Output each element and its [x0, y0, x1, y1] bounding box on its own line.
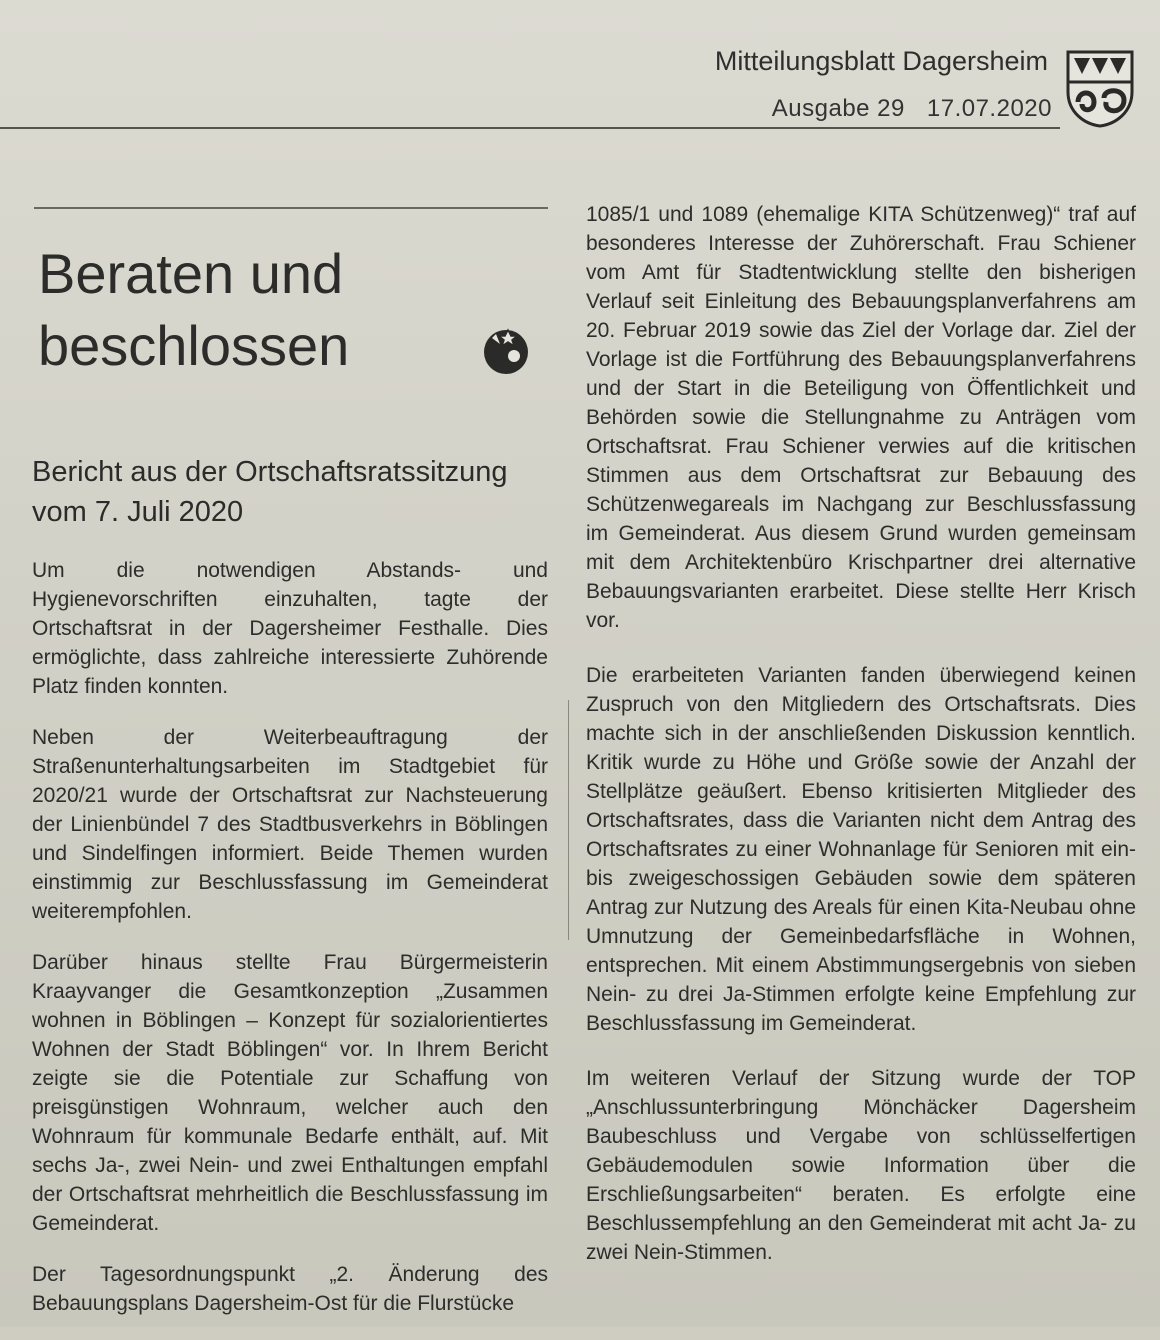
issue-date: 17.07.2020	[926, 95, 1052, 122]
headline-line-1: Beraten und	[38, 242, 344, 305]
left-column	[32, 556, 548, 1340]
paragraph: Die erarbeiteten Varianten fanden überwiegend keinen Zuspruch von den Mitgliedern des Ortschaftsrats. Dies machte sich in der anschließenden Diskussion kenntlich. Kritik wurde zu Höhe und Größe sowie der Anzahl der Stellplätze geäußert. Ebenso kritisierten Mitglieder des Ortschaftsrates, dass die Varianten nicht dem Antrag des Ortschaftsrates zu einer Wohnanlage für Senioren mit ein- bis zweigeschossigen Gebäuden sowie dem späteren Antrag zur Nutzung des Areals für einen Kita-Neubau ohne Umnutzung der Gemeinbedarfsfläche in Wohnen, entsprechen. Mit einem Abstimmungsergebnis von sieben Nein- zu drei Ja-Stimmen erfolgte keine Empfehlung zur Beschlussfassung im Gemeinderat.	[586, 664, 1136, 1035]
headline	[38, 238, 458, 382]
publication-title: Mitteilungsblatt Dagersheim	[714, 46, 1048, 76]
column-top-rule	[34, 207, 548, 209]
paragraph: Im weiteren Verlauf der Sitzung wurde der TOP „Anschlussunterbringung Mönchäcker Dagersheim Baubeschluss und Vergabe von schlüsselfertigen Gebäudemodulen sowie Information über die Erschließungsarbeiten“ beraten. Es erfolgte eine Beschlussempfehlung an den Gemeinderat mit acht Ja- zu zwei Nein-Stimmen.	[586, 1067, 1136, 1264]
coat-of-arms-icon	[1064, 48, 1136, 128]
right-column	[586, 200, 1136, 1293]
issue-line	[532, 94, 1052, 124]
paragraph: Der Tagesordnungspunkt „2. Änderung des Bebauungsplans Dagersheim-Ost für die Flurstücke	[32, 1263, 548, 1315]
paragraph: 1085/1 und 1089 (ehemalige KITA Schützenweg)“ traf auf besonderes Interesse der Zuhörerschaft. Frau Schiener vom Amt für Stadtentwicklung stellte den bisherigen Verlauf seit Einleitung des Bebauungsplanverfahrens am 20. Februar 2019 sowie das Ziel der Vorlage dar. Ziel der Vorlage ist die Fortführung des Bebauungsplanverfahrens und der Start in die Beteiligung von Öffentlichkeit und Behörden sowie die Stellungnahme zu Anträgen vom Ortschaftsrat. Frau Schiener verwies auf die kritischen Stimmen aus dem Ortschaftsrat zur Bebauung des Schützenwegareals im Nachgang zur Beschlussfassung im Gemeinderat. Aus diesem Grund wurden gemeinsam mit dem Architektenbüro Krischpartner drei alternative Bebauungsvarianten erarbeitet. Diese stellte Herr Krisch vor.	[586, 203, 1136, 632]
header-rule	[0, 127, 1060, 129]
article-subheading: Bericht aus der Ortschaftsratssitzung vom 7. Juli 2020	[32, 456, 508, 528]
column-divider	[568, 700, 569, 940]
paragraph: Darüber hinaus stellte Frau Bürgermeisterin Kraayvanger die Gesamtkonzeption „Zusammen wohnen in Böblingen – Konzept für sozialorientiertes Wohnen der Stadt Böblingen“ vor. In Ihrem Bericht zeigte sie die Potentiale zur Schaffung von preisgünstigen Wohnraum, welcher auch den Wohnraum für kommunale Bedarfe enthält, auf. Mit sechs Ja-, zwei Nein- und zwei Enthaltungen empfahl der Ortschaftsrat mehrheitlich die Beschlussfassung im Gemeinderat.	[32, 951, 548, 1235]
paragraph: Neben der Weiterbeauftragung der Straßenunterhaltungsarbeiten im Stadtgebiet für 2020/21 wurde der Ortschaftsrat zur Nachsteuerung der Linienbündel 7 des Stadtbusverkehrs in Böblingen und Sindelfingen informiert. Beide Themen wurden einstimmig zur Beschlussfassung im Gemeinderat weiterempfohlen.	[32, 726, 548, 923]
council-emblem-icon	[478, 322, 534, 378]
paragraph: Um die notwendigen Abstands- und Hygienevorschriften einzuhalten, tagte der Ortschaftsrat in der Dagersheimer Festhalle. Dies ermöglichte, dass zahlreiche interessierte Zuhörende Platz finden konnten.	[32, 559, 548, 698]
headline-line-2: beschlossen	[38, 314, 350, 377]
issue-number: Ausgabe 29	[771, 95, 905, 122]
